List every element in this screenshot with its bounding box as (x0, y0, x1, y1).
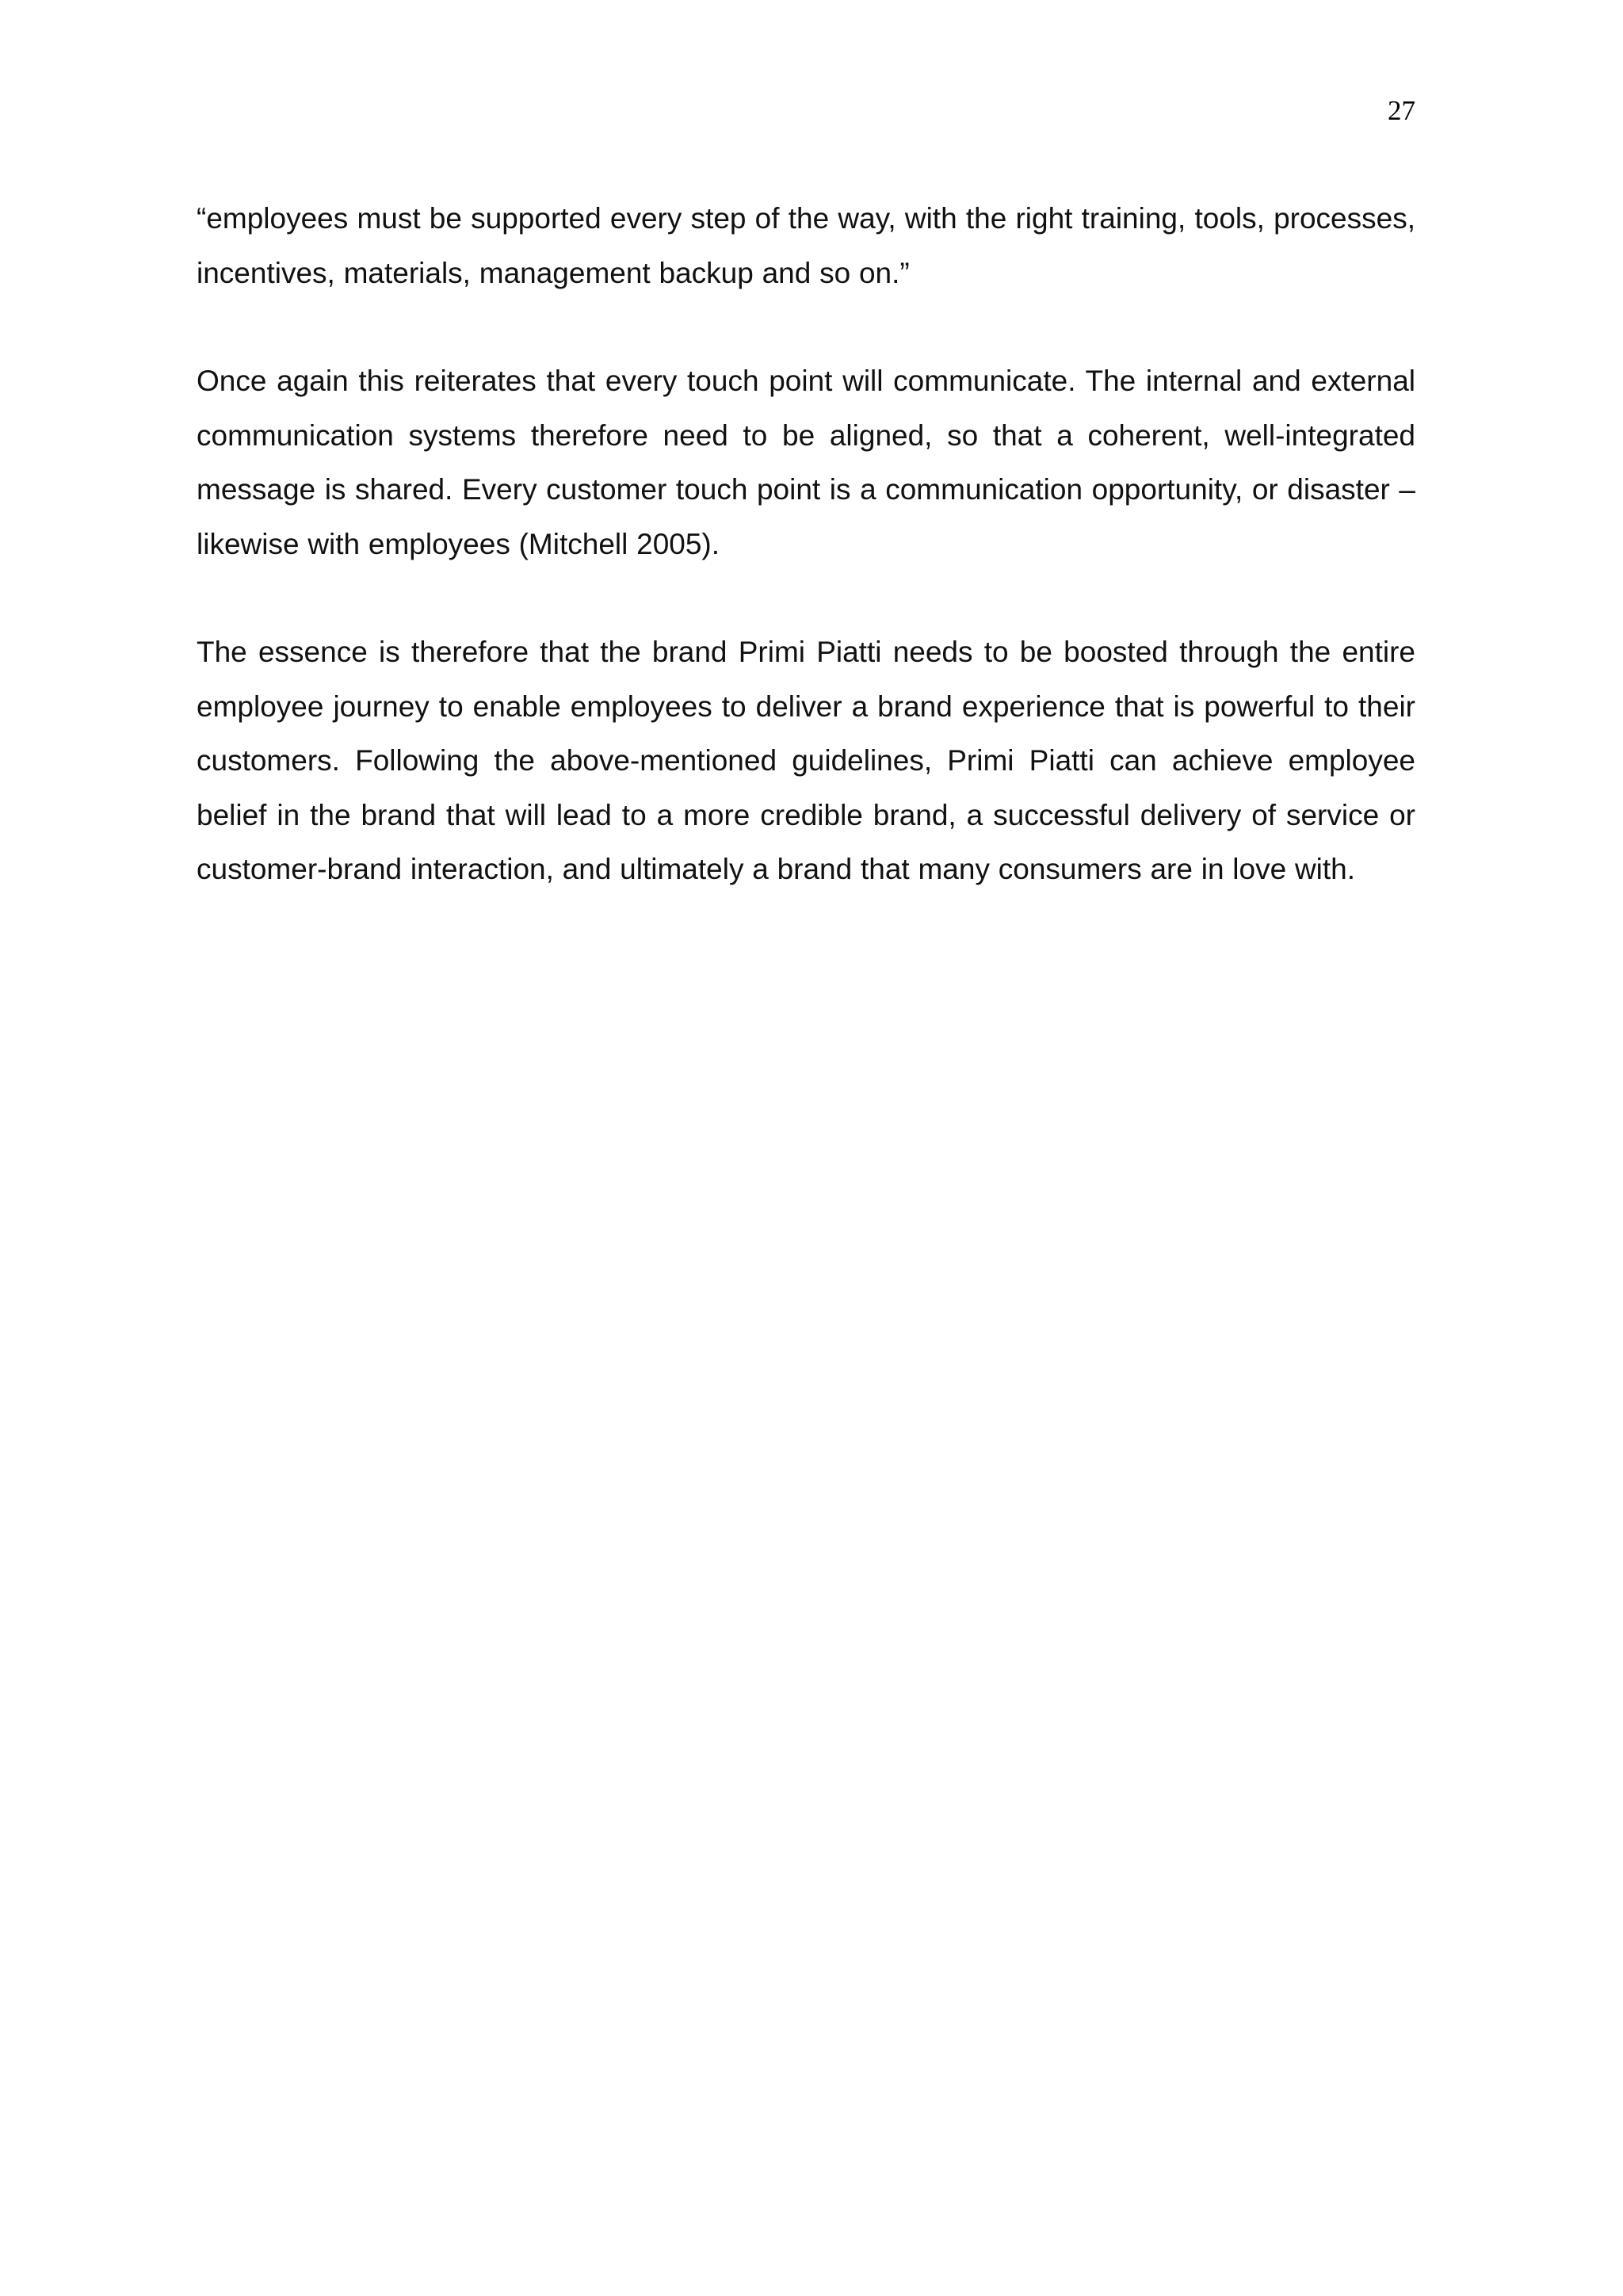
page-body (197, 192, 1415, 897)
body-paragraph-essence: The essence is therefore that the brand Primi Piatti needs to be boosted through the entire employee journey to enable employees to deliver a brand experience that is powerful to their customers. Following the above-mentioned guidelines, Primi Piatti can achieve employee belief in the brand that will lead to a more credible brand, a successful delivery of service or customer-brand interaction, and ultimately a brand that many consumers are in love with. (197, 636, 1415, 885)
quote-paragraph: “employees must be supported every step of the way, with the right training, tools, processes, incentives, materials, management backup and so on.” (197, 202, 1415, 289)
page-number: 27 (1388, 95, 1415, 126)
body-paragraph-touch-points: Once again this reiterates that every touch point will communicate. The internal and external communication systems therefore need to be aligned, so that a coherent, well-integrated message is shared. Every customer touch point is a communication opportunity, or disaster – likewise with employees (Mitchell 2005). (197, 365, 1415, 560)
